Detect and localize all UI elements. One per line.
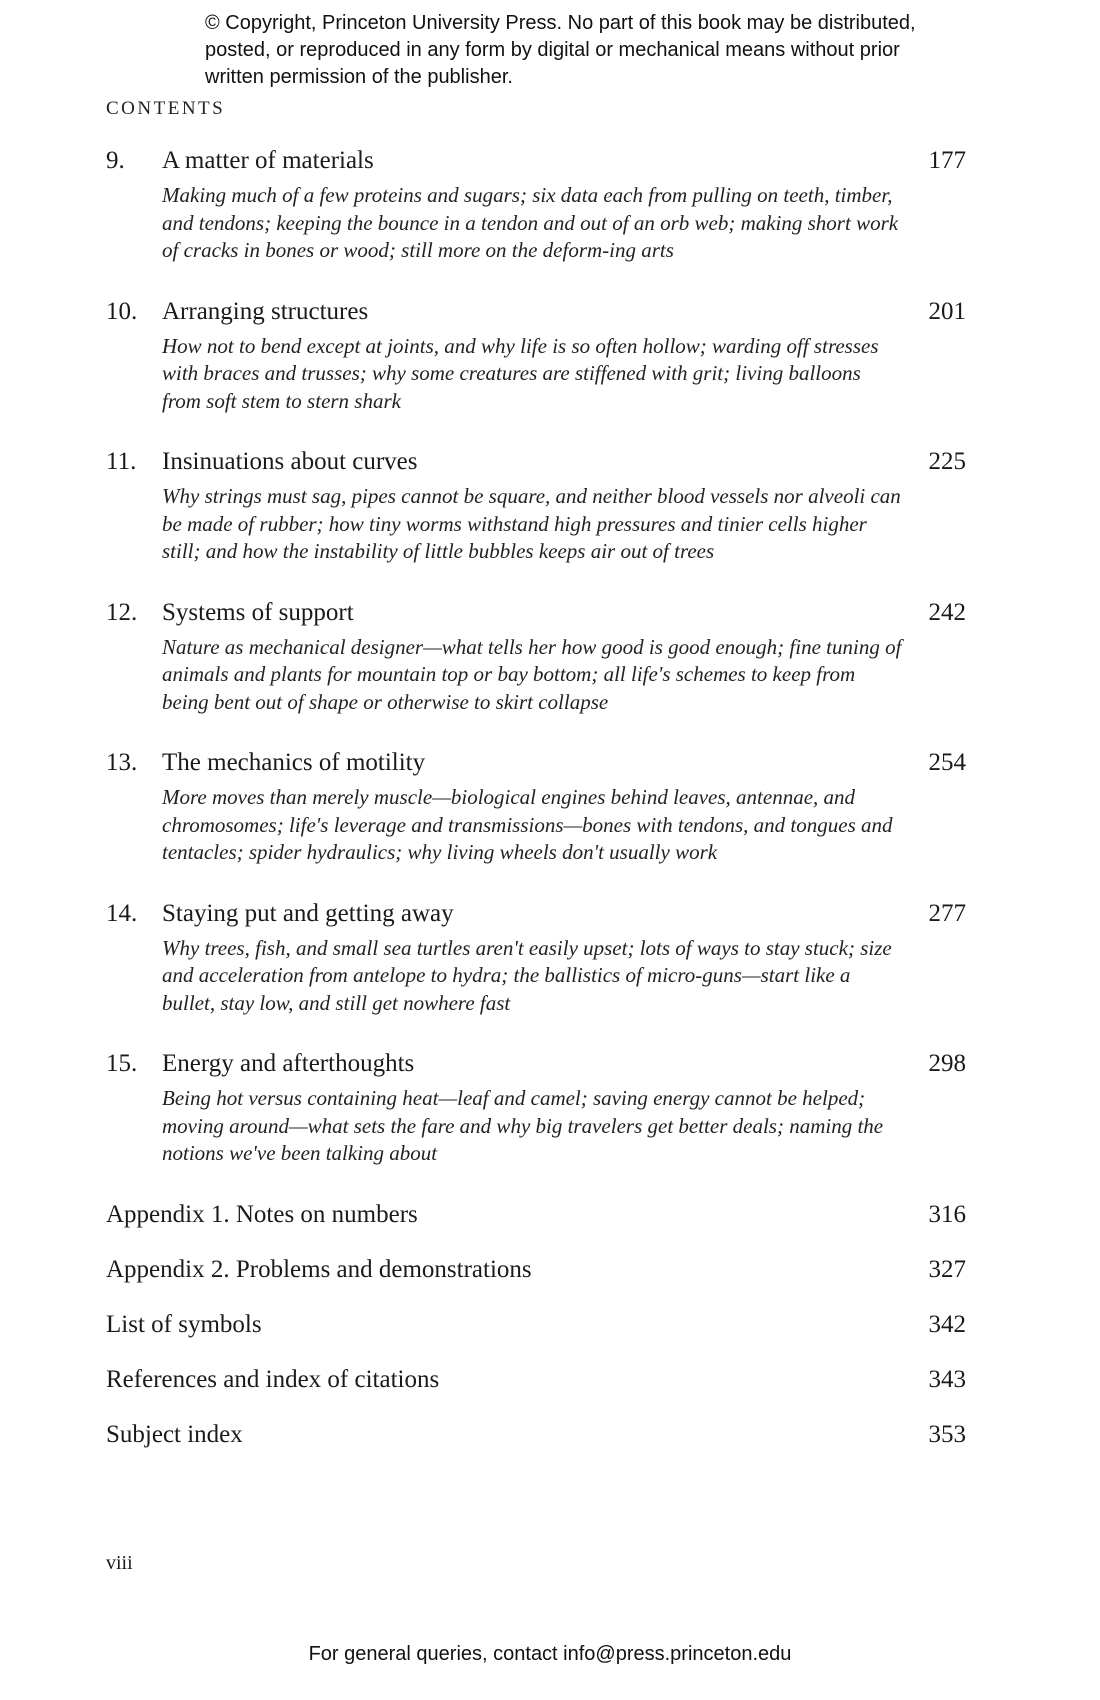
chapter-number: 11. [106,448,137,475]
toc-chapter-12 [106,596,966,717]
chapter-number: 13. [106,749,138,776]
chapter-number: 12. [106,598,138,626]
chapter-page-number: 254 [928,749,966,776]
chapter-heading-row [106,295,966,329]
chapter-title: Energy and afterthoughts [162,1050,415,1077]
table-of-contents [106,144,966,1473]
chapter-title: Insinuations about curves [162,448,418,475]
entry-title: List of symbols [106,1310,262,1338]
chapter-description: Making much of a few proteins and sugars; six data each from pulling on teeth, timber, and tendons; keeping the bounce in a tendon and out of an orb web; making short work of cracks in bones or wood; still more on the deform-ing arts [162,183,899,262]
chapter-page-number: 177 [928,147,966,174]
chapter-heading-row [106,445,966,479]
toc-chapter-9 [106,144,966,265]
toc-chapter-13 [106,746,966,867]
toc-appendix-1 [106,1198,966,1232]
chapter-number: 9. [106,147,125,174]
entry-page-number: 342 [928,1310,966,1338]
chapter-description: Being hot versus containing heat—leaf and camel; saving energy cannot be helped; moving around—what sets the fare and why big travelers get better deals; naming the notions we've been talking about [162,1086,884,1165]
chapter-page-number: 201 [928,297,966,325]
chapter-title: Arranging structures [162,297,369,325]
chapter-heading-row [106,1047,966,1081]
entry-page-number: 353 [928,1420,966,1448]
chapter-heading-row [106,897,966,931]
entry-title: References and index of citations [106,1365,440,1393]
contents-heading: CONTENTS [106,98,226,119]
footer-contact: For general queries, contact info@press.princeton.edu [308,1643,792,1665]
chapter-description: Why trees, fish, and small sea turtles aren't easily upset; lots of ways to stay stuck; size and acceleration from antelope to hydra; the ballistics of micro-guns—start like a bullet, stay low, and still get nowhere fast [162,935,892,1015]
chapter-description: How not to bend except at joints, and why life is so often hollow; warding off stresses with braces and trusses; why some creatures are stiffened with grit; living balloons from soft stem to stern shark [162,333,879,413]
chapter-page-number: 277 [928,899,966,927]
entry-title: Appendix 2. Problems and demonstrations [106,1255,532,1283]
toc-subject-index [106,1418,966,1452]
chapter-page-number: 298 [928,1050,966,1077]
toc-chapter-15 [106,1047,966,1168]
toc-appendix-2 [106,1253,966,1287]
chapter-number: 10. [106,297,138,325]
toc-chapter-14 [106,897,966,1018]
chapter-heading-row [106,746,966,780]
toc-list-of-symbols [106,1308,966,1342]
entry-title: Subject index [106,1420,243,1448]
toc-references [106,1363,966,1397]
toc-chapter-11 [106,445,966,566]
chapter-number: 15. [106,1050,138,1077]
chapter-number: 14. [106,899,138,927]
page-folio: viii [106,1552,133,1574]
toc-chapter-10 [106,295,966,416]
chapter-description: More moves than merely muscle—biological engines behind leaves, antennae, and chromosomes; life's leverage and transmissions—bones with tendons, and tongues and tentacles; spider hydraulics; why living wheels don't usually work [162,785,893,864]
chapter-page-number: 242 [928,598,966,626]
chapter-description: Nature as mechanical designer—what tells her how good is good enough; fine tuning of animals and plants for mountain top or bay bottom; all life's schemes to keep from being bent out of shape or otherwise to skirt collapse [162,634,902,714]
copyright-notice: © Copyright, Princeton University Press. No part of this book may be distributed, posted, or reproduced in any form by digital or mechanical means without prior written permission of the publisher. [205,12,916,88]
chapter-heading-row [106,144,966,178]
entry-title: Appendix 1. Notes on numbers [106,1200,418,1228]
chapter-heading-row [106,596,966,630]
chapter-title: The mechanics of motility [162,749,426,776]
chapter-description: Why strings must sag, pipes cannot be square, and neither blood vessels nor alveoli can be made of rubber; how tiny worms withstand high pressures and tinier cells higher still; and how the instability of little bubbles keeps air out of trees [162,484,901,563]
chapter-title: Staying put and getting away [162,899,454,927]
chapter-page-number: 225 [928,448,966,475]
chapter-title: A matter of materials [162,147,374,174]
entry-page-number: 327 [928,1255,966,1283]
entry-page-number: 316 [928,1200,966,1228]
chapter-title: Systems of support [162,598,354,626]
entry-page-number: 343 [928,1365,966,1393]
